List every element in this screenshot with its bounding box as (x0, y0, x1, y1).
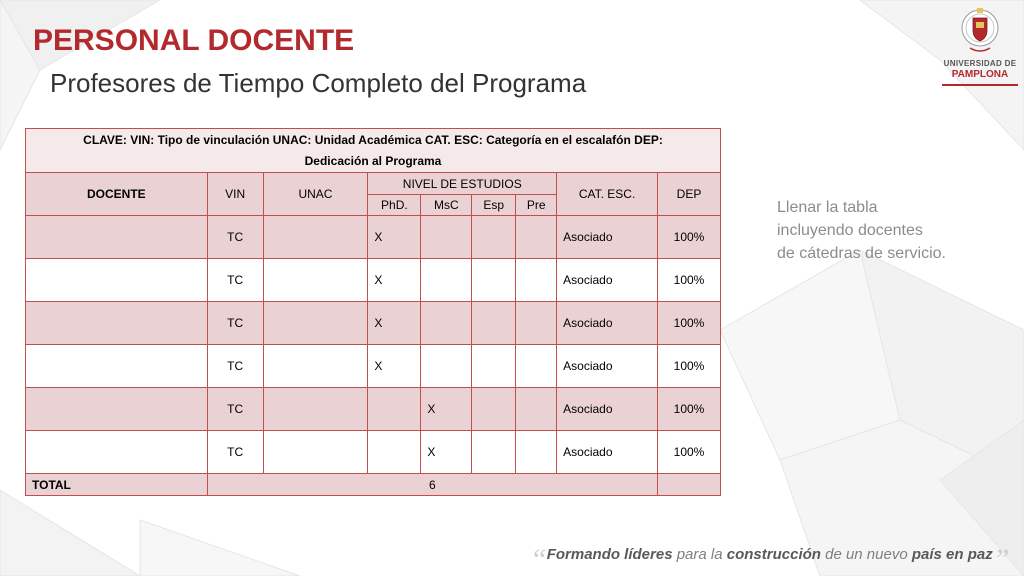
cell-docente (26, 388, 208, 431)
cell-esp (472, 345, 516, 388)
cell-cat: Asociado (557, 431, 658, 474)
footer-slogan (530, 543, 1020, 576)
docentes-table (25, 128, 721, 496)
cell-cat: Asociado (557, 216, 658, 259)
university-crest-icon (960, 4, 1000, 58)
logo-text-top: UNIVERSIDAD DE (943, 59, 1017, 68)
cell-vin: TC (207, 302, 263, 345)
header-row (26, 173, 721, 195)
cell-vin: TC (207, 216, 263, 259)
cell-phd: X (368, 302, 421, 345)
cell-esp (472, 388, 516, 431)
header-nivel-estudios: NIVEL DE ESTUDIOS (368, 173, 557, 195)
header-phd: PhD. (368, 195, 421, 216)
total-row (26, 474, 721, 496)
slogan-part-3: construcción (726, 546, 821, 563)
slogan-part-2: para la (672, 546, 727, 563)
total-empty-cell (658, 474, 721, 496)
cell-docente (26, 431, 208, 474)
table-row (26, 302, 721, 345)
table-row (26, 259, 721, 302)
cell-msc (421, 216, 472, 259)
table-key-row (26, 129, 721, 173)
cell-pre (516, 302, 557, 345)
page-subtitle: Profesores de Tiempo Completo del Programa (50, 68, 587, 98)
cell-vin: TC (207, 388, 263, 431)
cell-cat: Asociado (557, 259, 658, 302)
cell-docente (26, 302, 208, 345)
header-pre: Pre (516, 195, 557, 216)
cell-unac (263, 431, 368, 474)
cell-msc (421, 345, 472, 388)
cell-pre (516, 431, 557, 474)
cell-unac (263, 388, 368, 431)
total-label: TOTAL (26, 474, 208, 496)
cell-phd (368, 431, 421, 474)
cell-esp (472, 302, 516, 345)
table-key-line-2: Dedicación al Programa (304, 153, 442, 168)
cell-cat: Asociado (557, 302, 658, 345)
table-row (26, 216, 721, 259)
cell-phd (368, 388, 421, 431)
cell-phd: X (368, 216, 421, 259)
cell-msc (421, 259, 472, 302)
note-line-1: Llenar la tabla (777, 199, 878, 216)
close-quote-icon: ” (992, 543, 1010, 576)
cell-pre (516, 259, 557, 302)
slogan-part-1: Formando líderes (546, 546, 673, 563)
slogan-part-5: país en paz (911, 546, 993, 563)
cell-cat: Asociado (557, 388, 658, 431)
page-title: PERSONAL DOCENTE (33, 24, 355, 57)
total-value: 6 (207, 474, 657, 496)
table-row (26, 388, 721, 431)
cell-phd: X (368, 259, 421, 302)
cell-esp (472, 216, 516, 259)
cell-dep: 100% (658, 345, 721, 388)
cell-docente (26, 259, 208, 302)
cell-cat: Asociado (557, 345, 658, 388)
instruction-note (777, 196, 1007, 265)
cell-pre (516, 345, 557, 388)
cell-unac (263, 216, 368, 259)
cell-pre (516, 388, 557, 431)
cell-vin: TC (207, 259, 263, 302)
cell-esp (472, 259, 516, 302)
cell-esp (472, 431, 516, 474)
cell-dep: 100% (658, 302, 721, 345)
logo-underline (942, 84, 1018, 86)
cell-msc (421, 302, 472, 345)
cell-dep: 100% (658, 388, 721, 431)
table-key-line-1: CLAVE: VIN: Tipo de vinculación UNAC: Unidad Académica CAT. ESC: Categoría en el escalafón DEP: (83, 132, 663, 147)
cell-vin: TC (207, 431, 263, 474)
cell-msc: X (421, 388, 472, 431)
note-line-2: incluyendo docentes (777, 222, 923, 239)
header-dep: DEP (658, 173, 721, 216)
table-key (26, 129, 721, 173)
cell-pre (516, 216, 557, 259)
header-msc: MsC (421, 195, 472, 216)
cell-dep: 100% (658, 259, 721, 302)
table-row (26, 345, 721, 388)
cell-dep: 100% (658, 431, 721, 474)
cell-docente (26, 345, 208, 388)
slogan-part-4: de un nuevo (820, 546, 912, 563)
header-vin: VIN (207, 173, 263, 216)
cell-unac (263, 345, 368, 388)
header-docente: DOCENTE (26, 173, 208, 216)
cell-vin: TC (207, 345, 263, 388)
cell-docente (26, 216, 208, 259)
note-line-3: de cátedras de servicio. (777, 245, 946, 262)
cell-unac (263, 302, 368, 345)
cell-msc: X (421, 431, 472, 474)
cell-dep: 100% (658, 216, 721, 259)
header-unac: UNAC (263, 173, 368, 216)
header-esp: Esp (472, 195, 516, 216)
cell-phd: X (368, 345, 421, 388)
table-row (26, 431, 721, 474)
header-cat-esc: CAT. ESC. (557, 173, 658, 216)
open-quote-icon: “ (530, 543, 547, 576)
university-logo (940, 4, 1020, 86)
cell-unac (263, 259, 368, 302)
logo-text-name: PAMPLONA (951, 69, 1009, 80)
